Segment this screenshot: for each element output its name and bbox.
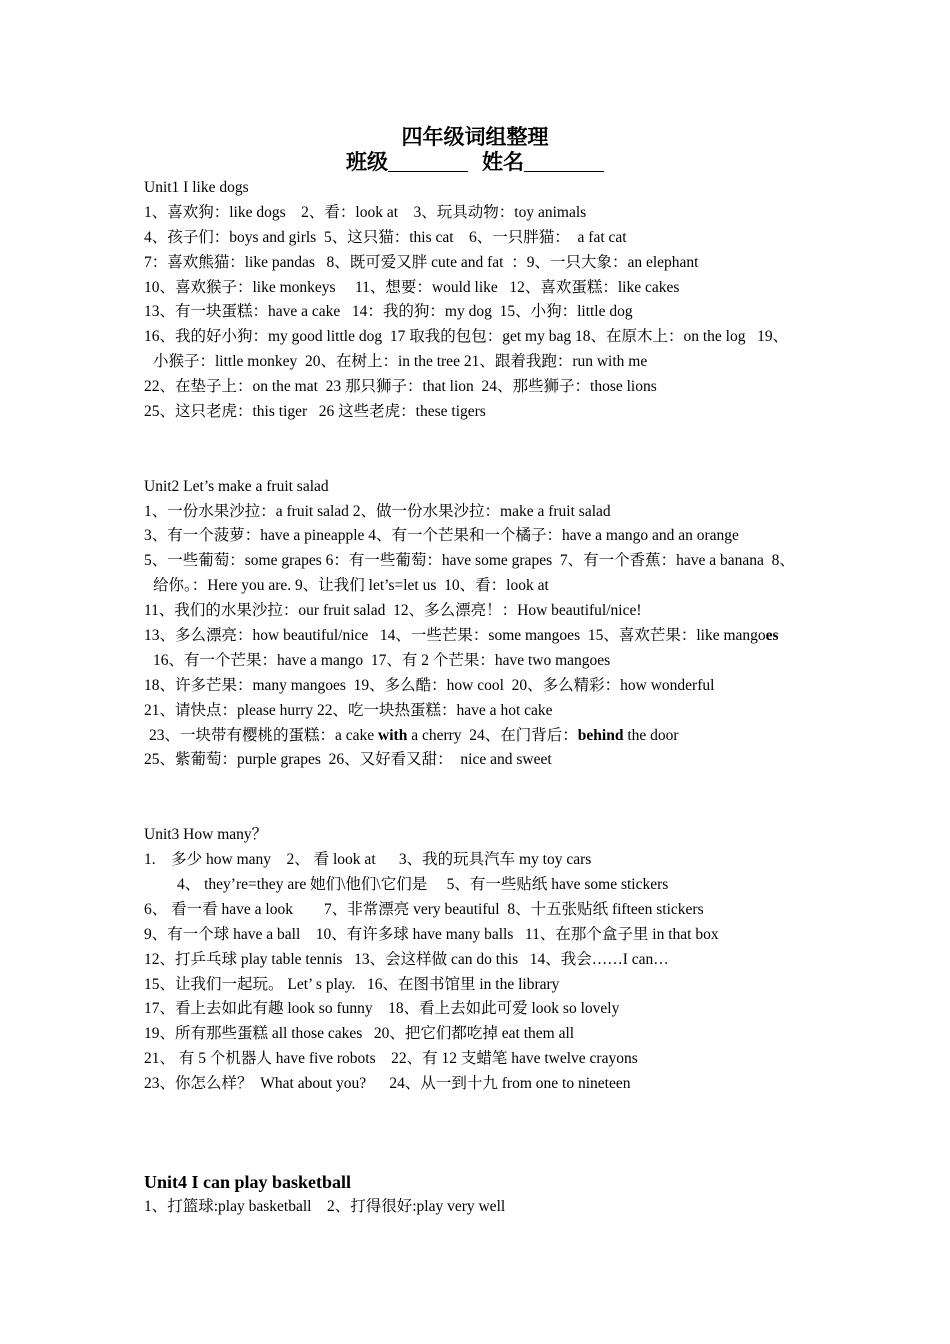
unit2-line: 11、我们的水果沙拉：our fruit salad 12、多么漂亮！：How beautiful/nice! — [144, 602, 642, 620]
unit3-line: 12、打乒乓球 play table tennis 13、会这样做 can do this 14、我会……I can… — [144, 950, 669, 968]
unit1-line: 10、喜欢猴子：like monkeys 11、想要：would like 12、喜欢蛋糕：like cakes — [144, 278, 680, 296]
unit3-line: 19、所有那些蛋糕 all those cakes 20、把它们都吃掉 eat them all — [144, 1025, 575, 1043]
unit1-line: 25、这只老虎：this tiger 26 这些老虎：these tigers — [144, 403, 486, 421]
unit2-line23-text-a: 23、一块带有樱桃的蛋糕：a cake — [149, 726, 379, 744]
unit2-line: 18、许多芒果：many mangoes 19、多么酷：how cool 20、多么精彩：how wonderful — [144, 676, 715, 694]
unit3-line: 4、 they’re=they are 她们\他们\它们是 5、有一些贴纸 have some stickers — [177, 875, 669, 893]
unit2-line23-text-c: a cherry 24、在门背后： — [407, 726, 578, 744]
unit3-line: 21、 有 5 个机器人 have five robots 22、有 12 支蜡笔 have twelve crayons — [144, 1050, 638, 1068]
unit4-line: 1、打篮球:play basketball 2、打得很好:play very well — [144, 1197, 506, 1215]
unit1-line: 22、在垫子上：on the mat 23 那只狮子：that lion 24、那些狮子：those lions — [144, 378, 657, 396]
unit2-line13-bold: es — [765, 627, 779, 645]
unit1-heading: Unit1 I like dogs — [144, 179, 249, 196]
unit3-heading: Unit3 How many？ — [144, 826, 268, 844]
unit1-line: 7：喜欢熊猫：like pandas 8、既可爱又胖 cute and fat ：9、一只大象：an elephant — [144, 253, 699, 271]
name-blank — [524, 151, 604, 172]
class-label: 班级 — [346, 150, 388, 174]
unit1-line: 16、我的好小狗：my good little dog 17 取我的包包：get my bag 18、在原木上：on the log 19、 — [144, 328, 789, 346]
class-name-line — [0, 149, 950, 175]
unit2-line: 给你。：Here you are. 9、让我们 let’s=let us 10、看：look at — [153, 577, 549, 595]
unit1-line: 13、有一块蛋糕：have a cake 14：我的狗：my dog 15、小狗：little dog — [144, 303, 633, 321]
unit3-line: 15、让我们一起玩。 Let’ s play. 16、在图书馆里 in the library — [144, 975, 560, 993]
unit2-line — [144, 624, 824, 649]
unit2-line — [144, 724, 824, 749]
unit2-line: 3、有一个菠萝：have a pineapple 4、有一个芒果和一个橘子：have a mango and an orange — [144, 527, 739, 545]
unit1-line: 1、喜欢狗：like dogs 2、看：look at 3、玩具动物：toy animals — [144, 203, 587, 221]
unit1-line: 4、孩子们：boys and girls 5、这只猫：this cat 6、一只胖猫： a fat cat — [144, 228, 627, 246]
unit1-line: 小猴子：little monkey 20、在树上：in the tree 21、跟着我跑：run with me — [153, 353, 648, 371]
unit2-line23-bold-with: with — [378, 726, 408, 744]
page-title: 四年级词组整理 — [401, 125, 549, 149]
unit2-line: 16、有一个芒果：have a mango 17、有 2 个芒果：have two mangoes — [153, 651, 611, 669]
name-label: 姓名 — [482, 150, 524, 174]
unit2-line23-bold-behind: behind — [577, 726, 624, 744]
unit2-line: 21、请快点：please hurry 22、吃一块热蛋糕：have a hot cake — [144, 701, 553, 719]
unit3-line: 9、有一个球 have a ball 10、有许多球 have many balls 11、在那个盒子里 in that box — [144, 925, 719, 943]
unit3-line: 23、你怎么样？ What about you? 24、从一到十九 from one to nineteen — [144, 1075, 631, 1093]
unit3-line: 17、看上去如此有趣 look so funny 18、看上去如此可爱 look so lovely — [144, 1000, 620, 1018]
unit2-line23-text-d: the door — [623, 726, 679, 744]
unit2-line: 25、紫葡萄：purple grapes 26、又好看又甜： nice and sweet — [144, 751, 552, 769]
unit2-line: 1、一份水果沙拉：a fruit salad 2、做一份水果沙拉：make a fruit salad — [144, 502, 611, 520]
unit3-line: 6、 看一看 have a look 7、非常漂亮 very beautiful 8、十五张贴纸 fifteen stickers — [144, 900, 704, 918]
class-blank — [388, 151, 468, 172]
unit2-line13-text: 13、多么漂亮：how beautiful/nice 14、一些芒果：some mangoes 15、喜欢芒果：like mango — [144, 627, 766, 645]
unit3-line: 1. 多少 how many 2、 看 look at 3、我的玩具汽车 my toy cars — [144, 851, 592, 869]
unit2-line: 5、一些葡萄：some grapes 6：有一些葡萄：have some grapes 7、有一个香蕉：have a banana 8、 — [144, 552, 795, 570]
unit4-heading: Unit4 I can play basketball — [144, 1171, 352, 1192]
unit2-heading: Unit2 Let’s make a fruit salad — [144, 477, 329, 495]
vocabulary-list — [144, 176, 824, 1220]
